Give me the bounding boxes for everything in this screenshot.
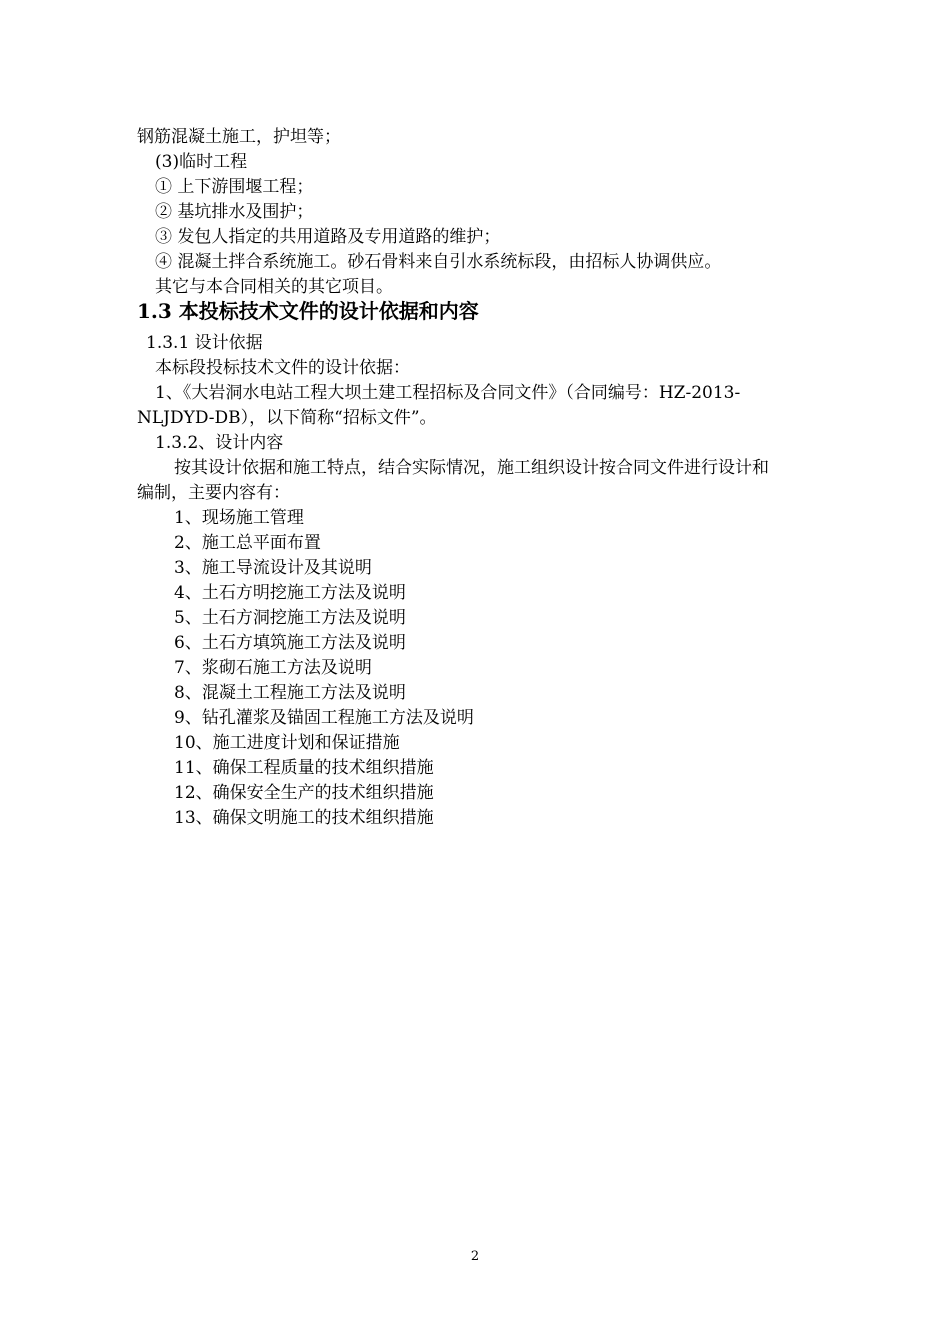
list-item: 11、确保工程质量的技术组织措施: [174, 758, 434, 778]
list-item: 7、浆砌石施工方法及说明: [174, 658, 372, 678]
list-item: 3、施工导流设计及其说明: [174, 558, 372, 578]
list-item: 6、土石方填筑施工方法及说明: [174, 633, 406, 653]
list-item: 4、土石方明挖施工方法及说明: [174, 583, 406, 603]
body-line: 钢筋混凝土施工，护坦等；: [137, 127, 341, 147]
list-item: ④ 混凝土拌合系统施工。砂石骨料来自引水系统标段，由招标人协调供应。: [155, 252, 722, 272]
section-heading: 1.3 本投标技术文件的设计依据和内容: [137, 299, 479, 323]
body-line: 1、《大岩洞水电站工程大坝土建工程招标及合同文件》（合同编号：HZ-2013-: [155, 383, 741, 403]
list-item: 10、施工进度计划和保证措施: [174, 733, 400, 753]
list-item: 13、确保文明施工的技术组织措施: [174, 808, 434, 828]
list-item: 8、混凝土工程施工方法及说明: [174, 683, 406, 703]
list-heading: (3)临时工程: [155, 152, 248, 172]
list-item: 1、现场施工管理: [174, 508, 304, 528]
body-line: 其它与本合同相关的其它项目。: [155, 277, 393, 297]
list-item: ② 基坑排水及围护；: [155, 202, 314, 222]
body-line: 编制，主要内容有：: [137, 483, 290, 503]
body-line: 本标段投标技术文件的设计依据：: [155, 358, 410, 378]
list-item: 5、土石方洞挖施工方法及说明: [174, 608, 406, 628]
page-number: 2: [470, 1249, 480, 1264]
subsection-title: 1.3.2、设计内容: [155, 433, 284, 453]
subsection-title: 1.3.1 设计依据: [146, 333, 263, 353]
body-line: NLJDYD-DB），以下简称“招标文件”。: [137, 408, 437, 428]
body-line: 按其设计依据和施工特点，结合实际情况，施工组织设计按合同文件进行设计和: [174, 458, 769, 478]
list-item: 9、钻孔灌浆及锚固工程施工方法及说明: [174, 708, 474, 728]
list-item: ① 上下游围堰工程；: [155, 177, 314, 197]
list-item: ③ 发包人指定的共用道路及专用道路的维护；: [155, 227, 501, 247]
list-item: 12、确保安全生产的技术组织措施: [174, 783, 434, 803]
list-item: 2、施工总平面布置: [174, 533, 321, 553]
